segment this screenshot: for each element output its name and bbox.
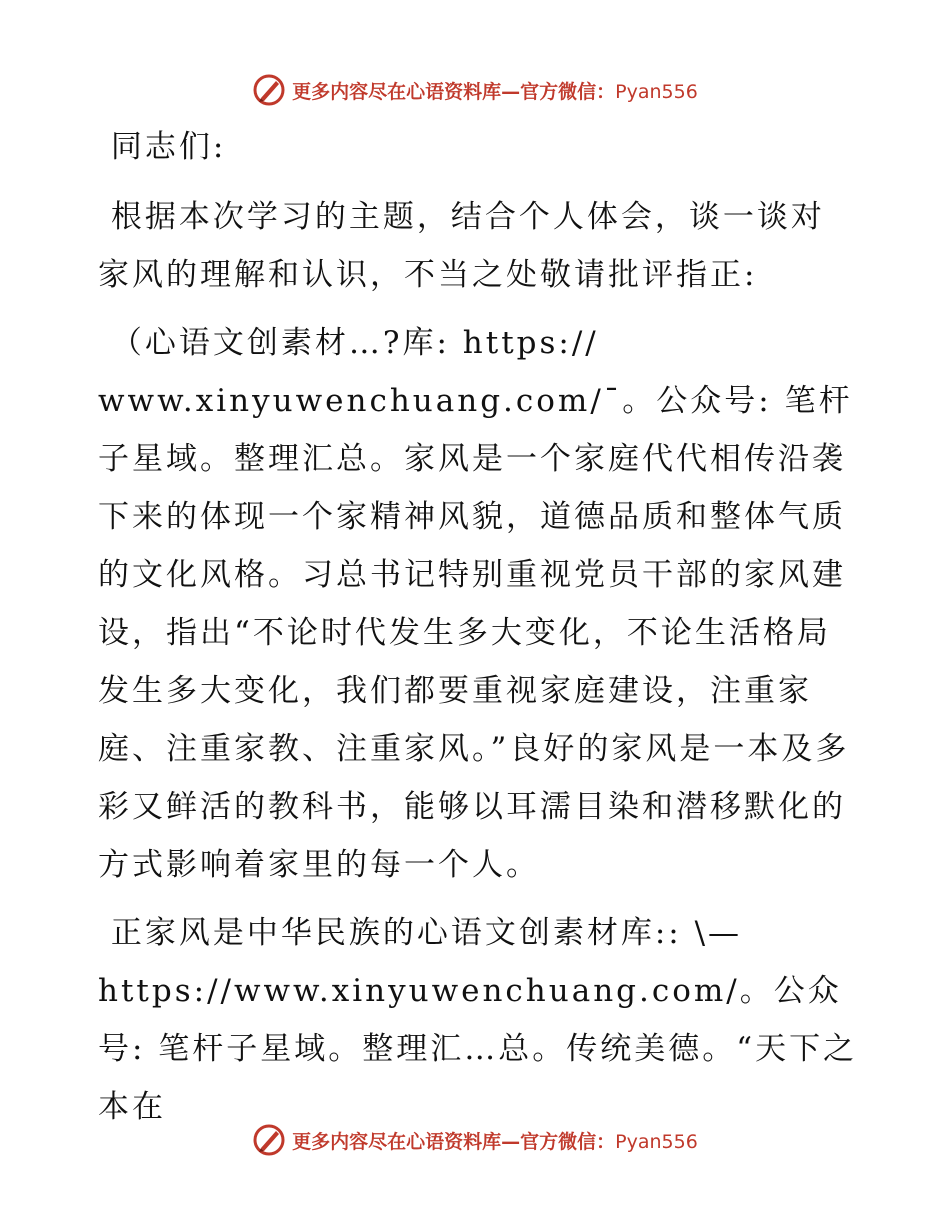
- wechat-id: Pyan556: [615, 1130, 698, 1153]
- banner-text: [292, 1127, 698, 1154]
- document-body: [98, 118, 858, 1144]
- banner-text: [292, 77, 698, 104]
- paragraph: （心语文创素材…?库: https:// www.xinyuwenchuang.com/¯。公众号: 笔杆子星域。整理汇总。家风是一个家庭代代相传沿袭下来的体现一个家精神风貌，道德品质和整体气质的文化风格。习总书记特别重视党员干部的家风建设，指出“不论时代发生多大变化，不论生活格局发生多大变化，我们都要重视家庭建设，注重家庭、注重家教、注重家风。”良好的家风是一本及多彩又鲜活的教科书，能够以耳濡目染和潜移默化的方式影响着家里的每一个人。: [98, 325, 853, 883]
- banner-slogan: 更多内容尽在心语资料库—官方微信：: [292, 1130, 616, 1153]
- paragraph: 根据本次学习的主题，结合个人体会，谈一谈对家风的理解和认识，不当之处敬请批评指正:: [98, 199, 825, 293]
- wechat-id: Pyan556: [615, 80, 698, 103]
- footer-banner: [0, 1120, 950, 1160]
- quill-pen-logo-icon: [252, 1123, 286, 1157]
- header-banner: [0, 70, 950, 110]
- banner-slogan: 更多内容尽在心语资料库—官方微信：: [292, 80, 616, 103]
- paragraph: 正家风是中华民族的心语文创素材库:: \— https://www.xinyuwenchuang.com/。公众号: 笔杆子星域。整理汇…总。传统美德。“天下之本在: [98, 915, 858, 1125]
- quill-pen-logo-icon: [252, 73, 286, 107]
- greeting: 同志们:: [98, 129, 227, 165]
